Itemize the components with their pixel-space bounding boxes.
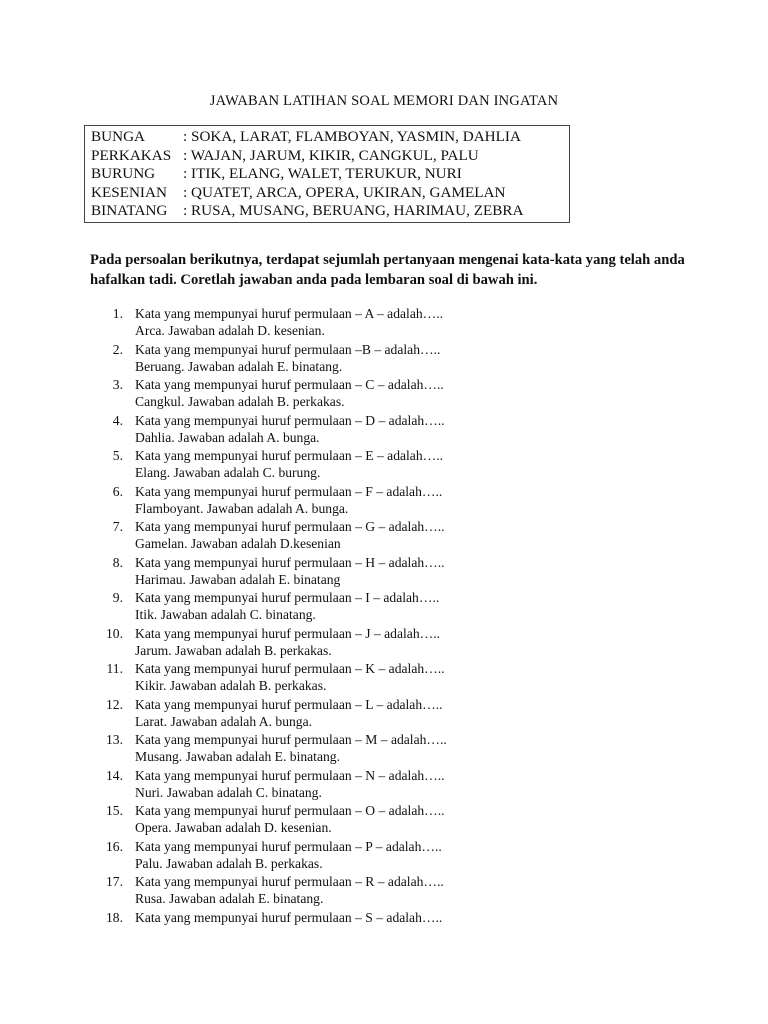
list-item	[0, 447, 768, 483]
question-text: Kata yang mempunyai huruf permulaan – S – adalah…..	[135, 909, 443, 925]
list-item	[0, 589, 768, 625]
answer-text: Musang. Jawaban adalah E. binatang.	[135, 749, 340, 764]
category-row	[85, 165, 570, 184]
category-row	[85, 202, 570, 222]
list-item	[0, 518, 768, 554]
answer-text: Gamelan. Jawaban adalah D.kesenian	[135, 536, 341, 551]
item-number: 7.	[112, 519, 123, 534]
question-text: Kata yang mempunyai huruf permulaan – O – adalah…..	[135, 803, 445, 818]
list-item	[0, 554, 768, 590]
list-item	[0, 660, 768, 696]
question-text: Kata yang mempunyai huruf permulaan – E – adalah…..	[135, 448, 444, 463]
item-number: 18.	[106, 909, 123, 925]
category-name: BUNGA	[91, 128, 146, 145]
category-words: : WAJAN, JARUM, KIKIR, CANGKUL, PALU	[183, 146, 479, 164]
answer-text: Harimau. Jawaban adalah E. binatang	[135, 571, 341, 587]
item-number: 6.	[112, 483, 123, 499]
category-words: : ITIK, ELANG, WALET, TERUKUR, NURI	[183, 165, 462, 182]
answer-text: Elang. Jawaban adalah C. burung.	[135, 465, 321, 480]
answer-text: Flamboyant. Jawaban adalah A. bunga.	[135, 500, 349, 516]
question-text: Kata yang mempunyai huruf permulaan – A – adalah…..	[135, 306, 444, 321]
question-text: Kata yang mempunyai huruf permulaan – R – adalah…..	[135, 874, 444, 889]
question-text: Kata yang mempunyai huruf permulaan – J – adalah…..	[135, 625, 441, 641]
answer-text: Opera. Jawaban adalah D. kesenian.	[135, 820, 332, 835]
list-item	[0, 625, 768, 661]
page-title: JAWABAN LATIHAN SOAL MEMORI DAN INGATAN	[209, 93, 559, 109]
item-number: 4.	[112, 412, 123, 428]
answer-text: Beruang. Jawaban adalah E. binatang.	[135, 358, 343, 374]
list-item	[0, 483, 768, 519]
item-number: 1.	[112, 306, 123, 321]
list-item	[0, 873, 768, 909]
category-table	[84, 125, 570, 223]
question-text: Kata yang mempunyai huruf permulaan – K – adalah…..	[135, 661, 445, 676]
answer-list	[0, 305, 768, 944]
item-number: 13.	[106, 732, 123, 747]
category-name: PERKAKAS	[91, 146, 172, 164]
list-item	[0, 909, 768, 945]
list-item	[0, 376, 768, 412]
item-number: 12.	[106, 696, 123, 712]
answer-text: Larat. Jawaban adalah A. bunga.	[135, 713, 313, 729]
list-item	[0, 696, 768, 732]
list-item	[0, 838, 768, 874]
answer-text: Dahlia. Jawaban adalah A. bunga.	[135, 429, 320, 445]
question-text: Kata yang mempunyai huruf permulaan – H – adalah…..	[135, 554, 445, 570]
answer-text: Nuri. Jawaban adalah C. binatang.	[135, 784, 322, 800]
answer-text: Rusa. Jawaban adalah E. binatang.	[135, 891, 324, 906]
category-words: : QUATET, ARCA, OPERA, UKIRAN, GAMELAN	[183, 183, 506, 201]
list-item	[0, 802, 768, 838]
category-words: : RUSA, MUSANG, BERUANG, HARIMAU, ZEBRA	[183, 202, 524, 219]
category-row	[85, 126, 570, 147]
item-number: 15.	[106, 803, 123, 818]
item-number: 10.	[106, 625, 123, 641]
list-item	[0, 767, 768, 803]
answer-text: Itik. Jawaban adalah C. binatang.	[135, 607, 316, 622]
category-words: : SOKA, LARAT, FLAMBOYAN, YASMIN, DAHLIA	[183, 128, 521, 145]
answer-text: Cangkul. Jawaban adalah B. perkakas.	[135, 394, 345, 409]
item-number: 16.	[106, 838, 123, 854]
answer-text: Palu. Jawaban adalah B. perkakas.	[135, 855, 323, 871]
list-item	[0, 305, 768, 341]
question-text: Kata yang mempunyai huruf permulaan – L – adalah…..	[135, 696, 443, 712]
instructions-paragraph: Pada persoalan berikutnya, terdapat sejumlah pertanyaan mengenai kata-kata yang telah anda hafalkan tadi. Coretlah jawaban anda pada lembaran soal di bawah ini.	[90, 252, 685, 288]
item-number: 11.	[106, 661, 123, 676]
category-name: BURUNG	[91, 165, 156, 182]
question-text: Kata yang mempunyai huruf permulaan – N – adalah…..	[135, 767, 445, 783]
item-number: 2.	[112, 341, 123, 357]
item-number: 9.	[112, 590, 123, 605]
question-text: Kata yang mempunyai huruf permulaan – M – adalah…..	[135, 732, 447, 747]
item-number: 17.	[106, 874, 123, 889]
question-text: Kata yang mempunyai huruf permulaan – F – adalah…..	[135, 483, 443, 499]
category-name: BINATANG	[91, 202, 168, 219]
list-item	[0, 412, 768, 448]
item-number: 3.	[112, 377, 123, 392]
item-number: 5.	[112, 448, 123, 463]
question-text: Kata yang mempunyai huruf permulaan – G – adalah…..	[135, 519, 445, 534]
item-number: 14.	[106, 767, 123, 783]
question-text: Kata yang mempunyai huruf permulaan – I – adalah…..	[135, 590, 440, 605]
question-text: Kata yang mempunyai huruf permulaan –B – adalah…..	[135, 341, 441, 357]
list-item	[0, 731, 768, 767]
category-row	[85, 147, 570, 166]
category-name: KESENIAN	[91, 183, 167, 201]
answer-text: Kikir. Jawaban adalah B. perkakas.	[135, 678, 327, 693]
answer-text: Arca. Jawaban adalah D. kesenian.	[135, 323, 325, 338]
list-item	[0, 341, 768, 377]
item-number: 8.	[112, 554, 123, 570]
question-text: Kata yang mempunyai huruf permulaan – C – adalah…..	[135, 377, 444, 392]
question-text: Kata yang mempunyai huruf permulaan – P – adalah…..	[135, 838, 442, 854]
answer-text: Jarum. Jawaban adalah B. perkakas.	[135, 642, 332, 658]
category-row	[85, 184, 570, 203]
question-text: Kata yang mempunyai huruf permulaan – D – adalah…..	[135, 412, 445, 428]
